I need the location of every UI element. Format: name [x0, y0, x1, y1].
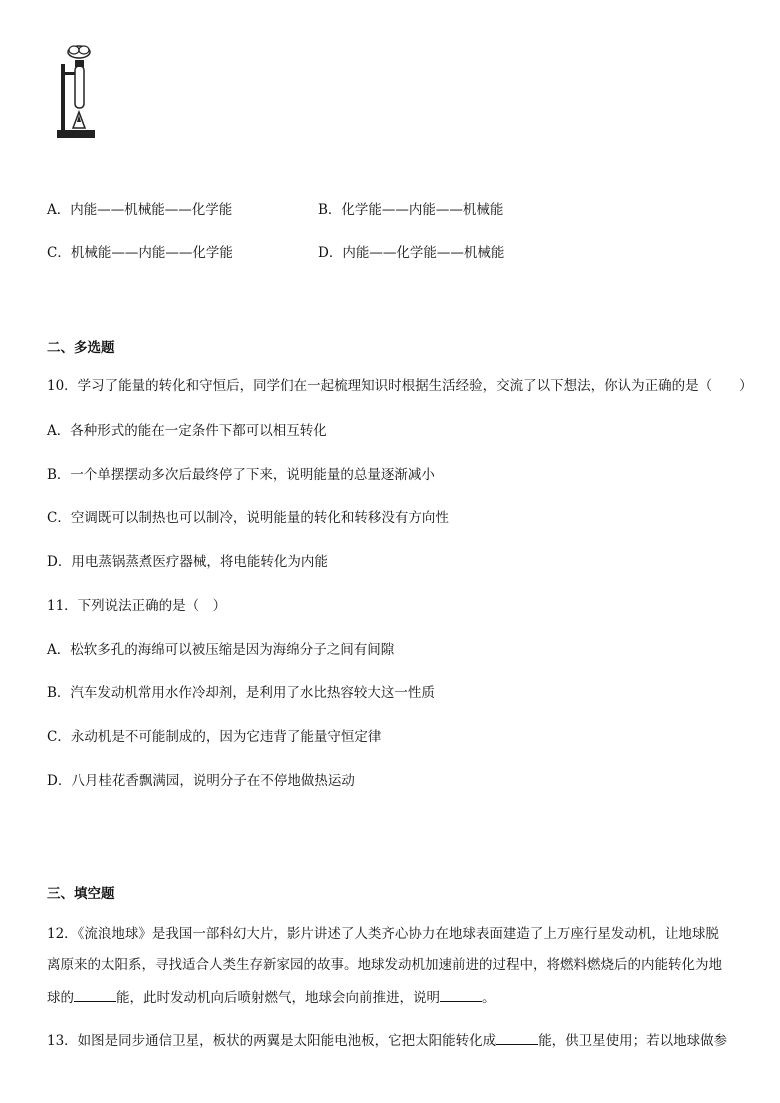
q11-stem: 11．下列说法正确的是（ ）	[47, 598, 227, 614]
q10-option-b: B．一个单摆摆动多次后最终停了下来，说明能量的总量逐渐减小	[47, 467, 435, 483]
q11-option-b: B．汽车发动机常用水作冷却剂，是利用了水比热容较大这一性质	[47, 685, 435, 701]
q12-line-1: 12．《流浪地球》是我国一部科幻大片，影片讲述了人类齐心协力在地球表面建造了上万座行星发动机，让地球脱	[47, 926, 719, 942]
q12-line-3-text-a: 球的	[47, 990, 74, 1006]
q11-option-d: D．八月桂花香飘满园，说明分子在不停地做热运动	[47, 773, 355, 789]
q9-option-c: C．机械能——内能——化学能	[47, 245, 233, 261]
q12-blank-2[interactable]	[440, 987, 482, 1002]
section-title-fill-in-blank: 三、填空题	[47, 886, 115, 902]
q12-blank-1[interactable]	[74, 987, 116, 1002]
q10-stem: 10．学习了能量的转化和守恒后，同学们在一起梳理知识时根据生活经验，交流了以下想法，你认为正确的是（ ）	[47, 378, 753, 394]
section-title-multiple-choice: 二、多选题	[47, 340, 115, 356]
q9-option-a: A．内能——机械能——化学能	[47, 202, 233, 218]
q13-text-a: 13．如图是同步通信卫星，板状的两翼是太阳能电池板，它把太阳能转化成	[47, 1033, 497, 1049]
q13-text-b: 能，供卫星使用；若以地球做参	[538, 1033, 728, 1049]
q12-line-3-text-b: 能，此时发动机向后喷射燃气，地球会向前推进，说明	[116, 990, 440, 1006]
q10-option-c: C．空调既可以制热也可以制冷，说明能量的转化和转移没有方向性	[47, 510, 449, 526]
q12-line-2: 离原来的太阳系，寻找适合人类生存新家园的故事。地球发动机加速前进的过程中，将燃料燃烧后的内能转化为地	[47, 957, 722, 973]
q9-option-b: B．化学能——内能——机械能	[318, 202, 504, 218]
q13-line-1	[47, 1030, 727, 1050]
q9-option-d: D．内能——化学能——机械能	[318, 245, 505, 261]
q13-blank-1[interactable]	[496, 1030, 538, 1045]
lab-apparatus-illustration	[55, 42, 97, 142]
q10-option-d: D．用电蒸锅蒸煮医疗器械，将电能转化为内能	[47, 554, 328, 570]
q12-line-3-text-c: 。	[482, 990, 496, 1006]
q11-option-c: C．永动机是不可能制成的，因为它违背了能量守恒定律	[47, 729, 382, 745]
q12-line-3	[47, 987, 496, 1007]
q10-option-a: A．各种形式的能在一定条件下都可以相互转化	[47, 423, 327, 439]
q11-option-a: A．松软多孔的海绵可以被压缩是因为海绵分子之间有间隙	[47, 642, 395, 658]
